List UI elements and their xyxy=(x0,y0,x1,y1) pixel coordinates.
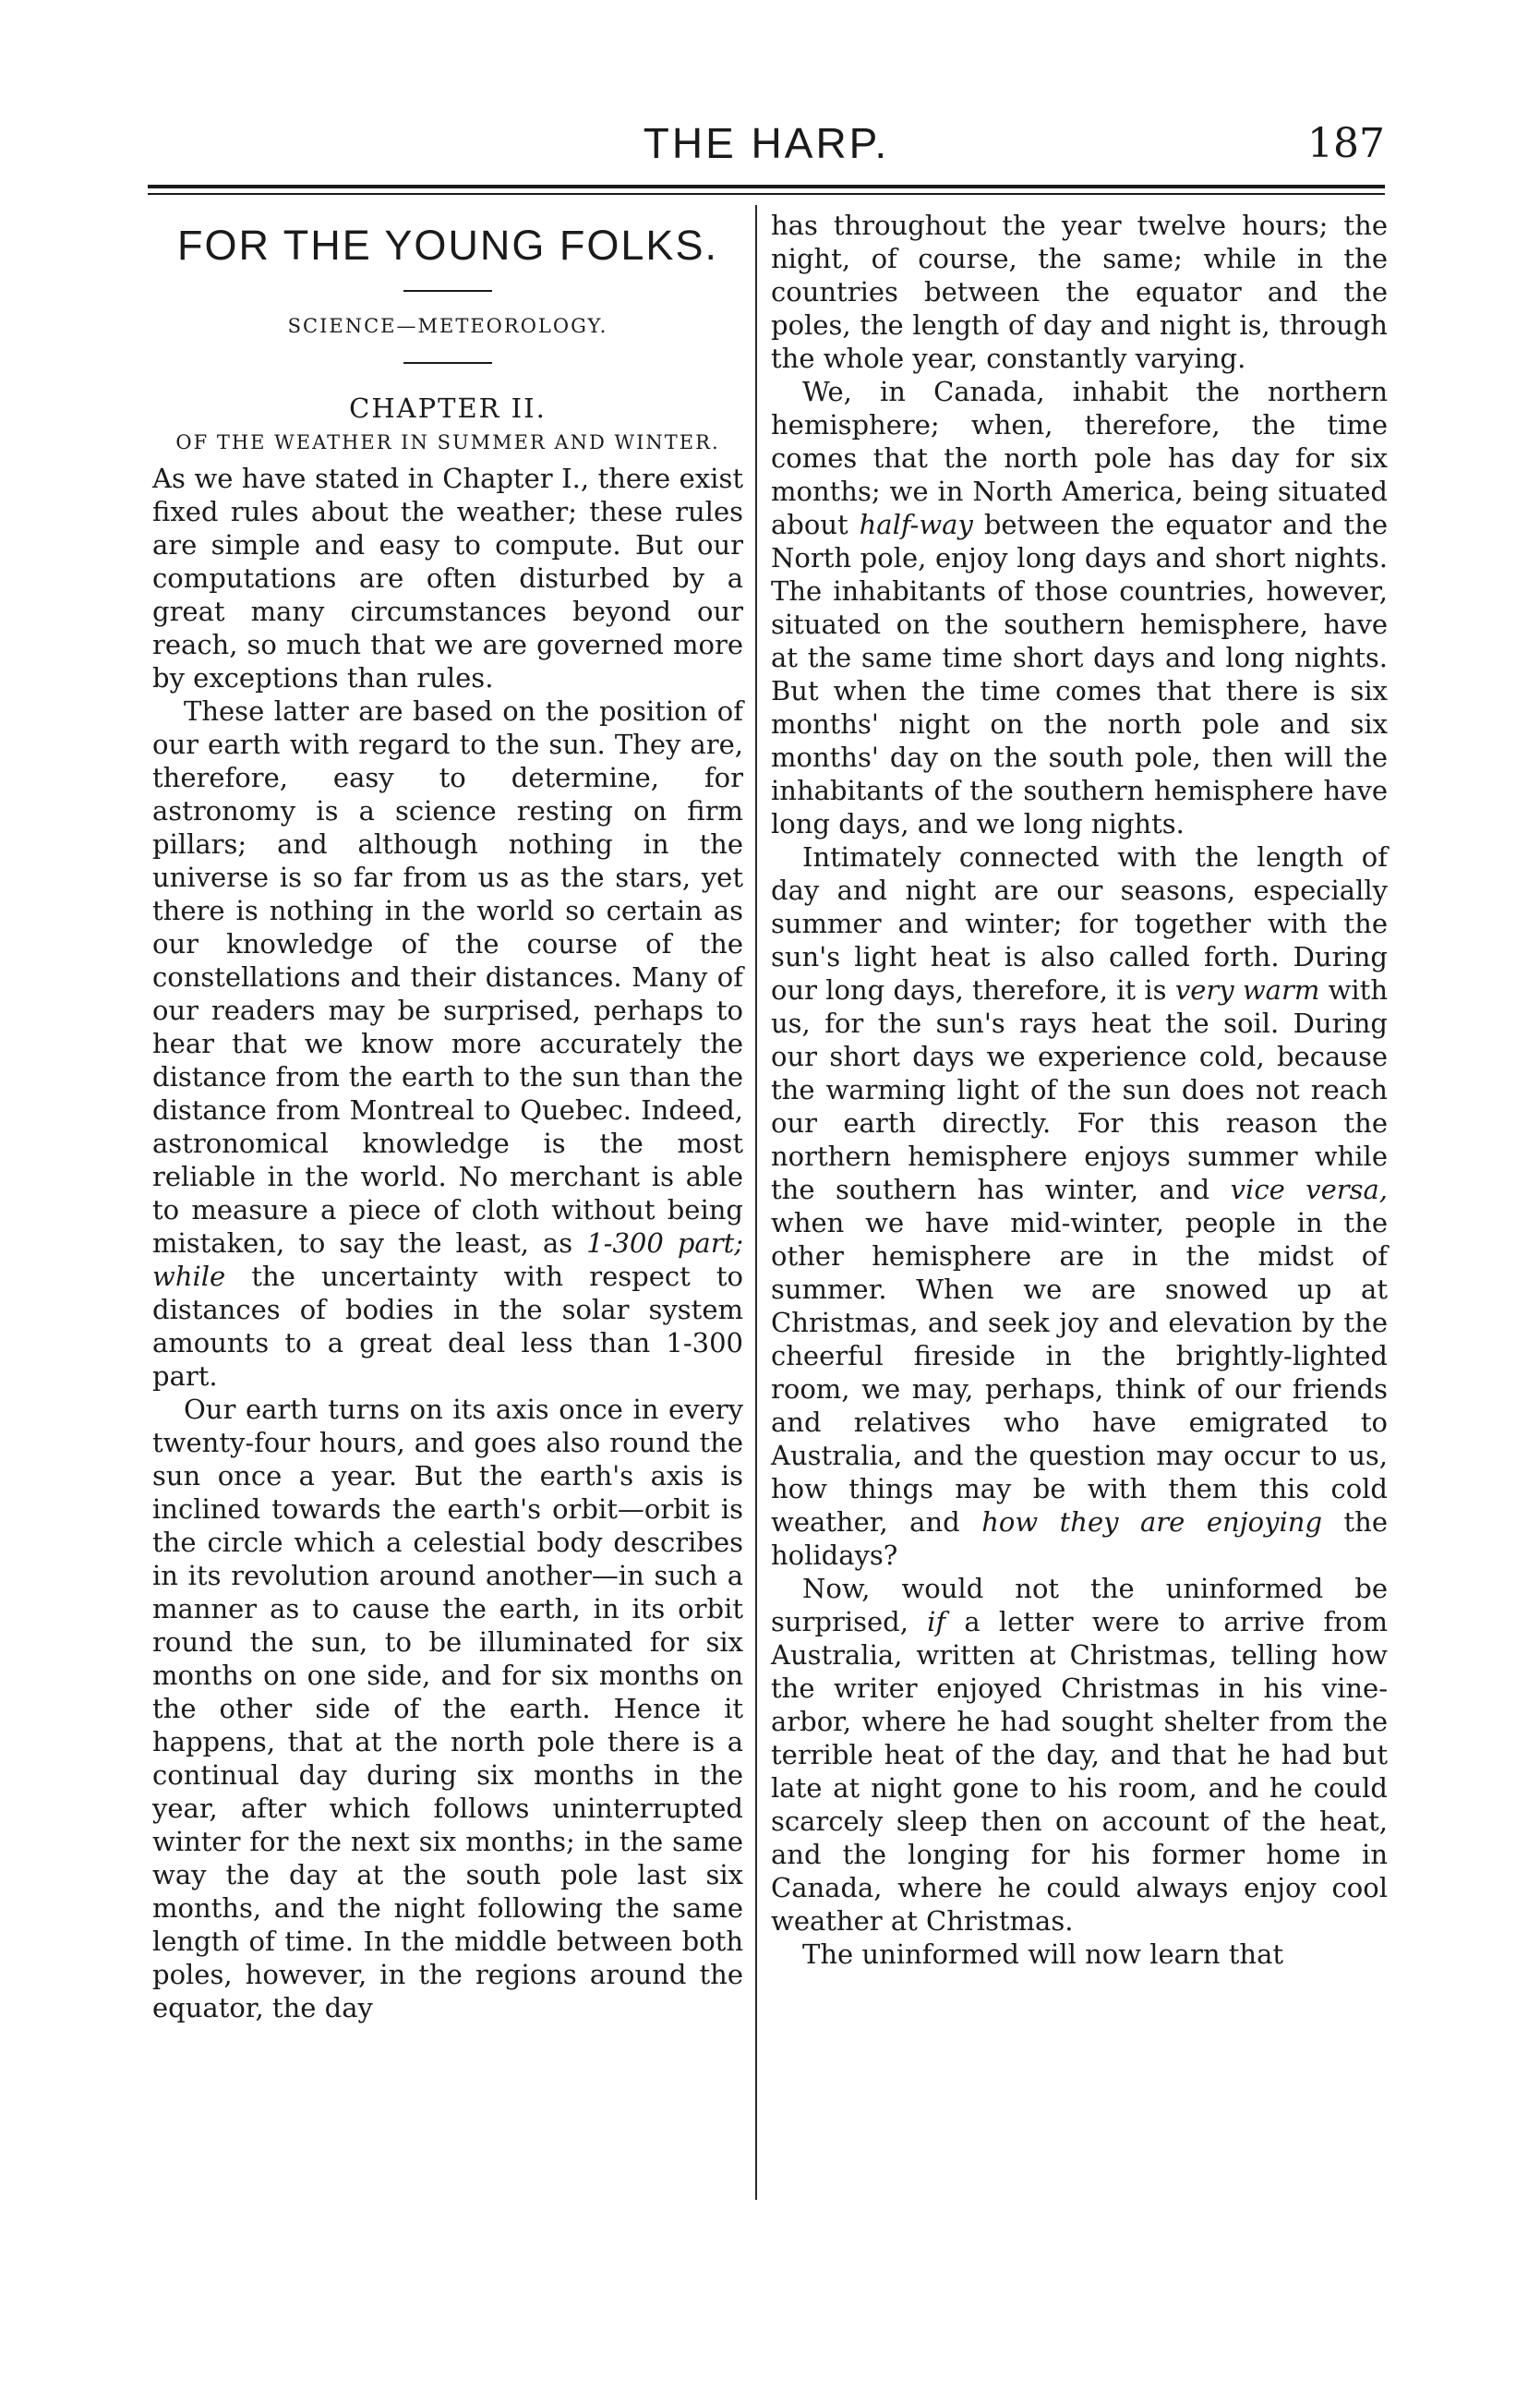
subject-rule xyxy=(403,362,492,364)
paragraph xyxy=(152,1393,743,2024)
italic-text: half-way xyxy=(859,509,973,540)
header-rule-thick xyxy=(148,185,1385,188)
paragraph xyxy=(771,1572,1388,1938)
paragraph xyxy=(771,1938,1388,1971)
italic-text: 1-300 part; while xyxy=(152,1227,743,1292)
left-column xyxy=(152,209,743,2024)
paragraph-text: The uninformed will now learn that xyxy=(802,1938,1284,1970)
journal-title: THE HARP. xyxy=(643,119,890,167)
right-column xyxy=(771,209,1388,1971)
running-head xyxy=(148,118,1385,183)
paragraph-text: Now, would not the uninformed be surprised, xyxy=(771,1573,1388,1637)
paragraph xyxy=(152,462,743,694)
paragraph xyxy=(771,375,1388,840)
paragraph xyxy=(152,694,743,1393)
paragraph-text: We, in Canada, inhabit the northern hemisphere; when, therefore, the time comes that the north pole has day for six months; we in North America, being situated about xyxy=(771,376,1388,540)
paragraph-text: between the equator and the North pole, enjoy long days and short nights. The inhabitants of those countries, however, situated on the southern hemisphere, have at the same time short days and long nights. But when the time comes that there is six months' night on the north pole and six months' day on the south pole, then will the inhabitants of the southern hemisphere have long days, and we long nights. xyxy=(771,509,1389,839)
title-rule xyxy=(403,290,492,292)
italic-text: how they are enjoying xyxy=(981,1506,1323,1538)
column-divider xyxy=(755,205,757,2200)
section-title: FOR THE YOUNG FOLKS. xyxy=(177,222,718,269)
paragraph-text: As we have stated in Chapter I., there exist fixed rules about the weather; these rules are simple and easy to compute. But our computations are often disturbed by a great many circumstances beyond our reach, so much that we are governed more by exceptions than rules. xyxy=(152,463,743,694)
header-rule-thin xyxy=(148,193,1385,195)
italic-text: very warm xyxy=(1174,974,1320,1006)
paragraph-text: Our earth turns on its axis once in every twenty-four hours, and goes also round the sun once a year. But the earth's axis is inclined towards the earth's orbit—orbit is the circle which a celestial body describes in its revolution around another—in such a manner as to cause the earth, in its orbit round the sun, to be illuminated for six months on one side, and for six months on the other side of the earth. Hence it happens, that at the north pole there is a continual day during six months in the year, after which follows uninterrupted winter for the next six months; in the same way the day at the south pole last six months, and the night following the same length of time. In the middle between both poles, however, in the regions around the equator, the day xyxy=(152,1394,743,2023)
page-number: 187 xyxy=(1307,120,1385,167)
italic-text: vice versa, xyxy=(1230,1174,1388,1205)
paragraph-text: These latter are based on the position of our earth with regard to the sun. They are, therefore, easy to determine, for astronomy is a science resting on firm pillars; and although nothing in the universe is so far from us as the stars, yet there is nothing in the world so certain as our knowledge of the course of the constellations and their distances. Many of our readers may be surprised, perhaps to hear that we know more accurately the distance from the earth to the sun than the distance from Montreal to Quebec. Indeed, astronomical knowledge is the most reliable in the world. No merchant is able to measure a piece of cloth without being mistaken, to say the least, as xyxy=(152,695,743,1259)
paragraph-text: a letter were to arrive from Australia, written at Christmas, telling how the writer enjoyed Christmas in his vine-arbor, where he had sought shelter from the terrible heat of the day, and that he had but late at night gone to his room, and he could scarcely sleep then on account of the heat, and the longing for his former home in Canada, where he could always enjoy cool weather at Christmas. xyxy=(771,1606,1389,1937)
paragraph-text: when we have mid-winter, people in the other hemisphere are in the midst of summer. When we are snowed up at Christmas, and seek joy and elevation by the cheerful fireside in the brightly-lighted room, we may, perhaps, think of our friends and relatives who have emigrated to Australia, and the question may occur to us, how things may be with them this cold weather, and xyxy=(771,1207,1388,1538)
paragraph-text: with us, for the sun's rays heat the soil. During our short days we experience cold, because the warming light of the sun does not reach our earth directly. For this reason the northern hemisphere enjoys summer while the southern has winter, and xyxy=(771,974,1389,1205)
italic-text: if xyxy=(927,1606,946,1637)
chapter-subtitle: OF THE WEATHER IN SUMMER AND WINTER. xyxy=(175,431,720,453)
paragraph xyxy=(771,840,1388,1572)
paragraph-text: the uncertainty with respect to distances of bodies in the solar system amounts to a great deal less than 1-300 part. xyxy=(152,1261,744,1392)
subject-heading: SCIENCE—METEOROLOGY. xyxy=(287,315,608,337)
paragraph-text: has throughout the year twelve hours; the night, of course, the same; while in the countries between the equator and the poles, the length of day and night is, through the whole year, constantly varying. xyxy=(771,210,1388,374)
paragraph xyxy=(771,209,1388,375)
paragraph-text: Intimately connected with the length of day and night are our seasons, especially summer and winter; for together with the sun's light heat is also called forth. During our long days, therefore, it is xyxy=(771,841,1388,1006)
paragraph-text: the holidays? xyxy=(771,1506,1389,1571)
chapter-heading: CHAPTER II. xyxy=(349,392,547,424)
